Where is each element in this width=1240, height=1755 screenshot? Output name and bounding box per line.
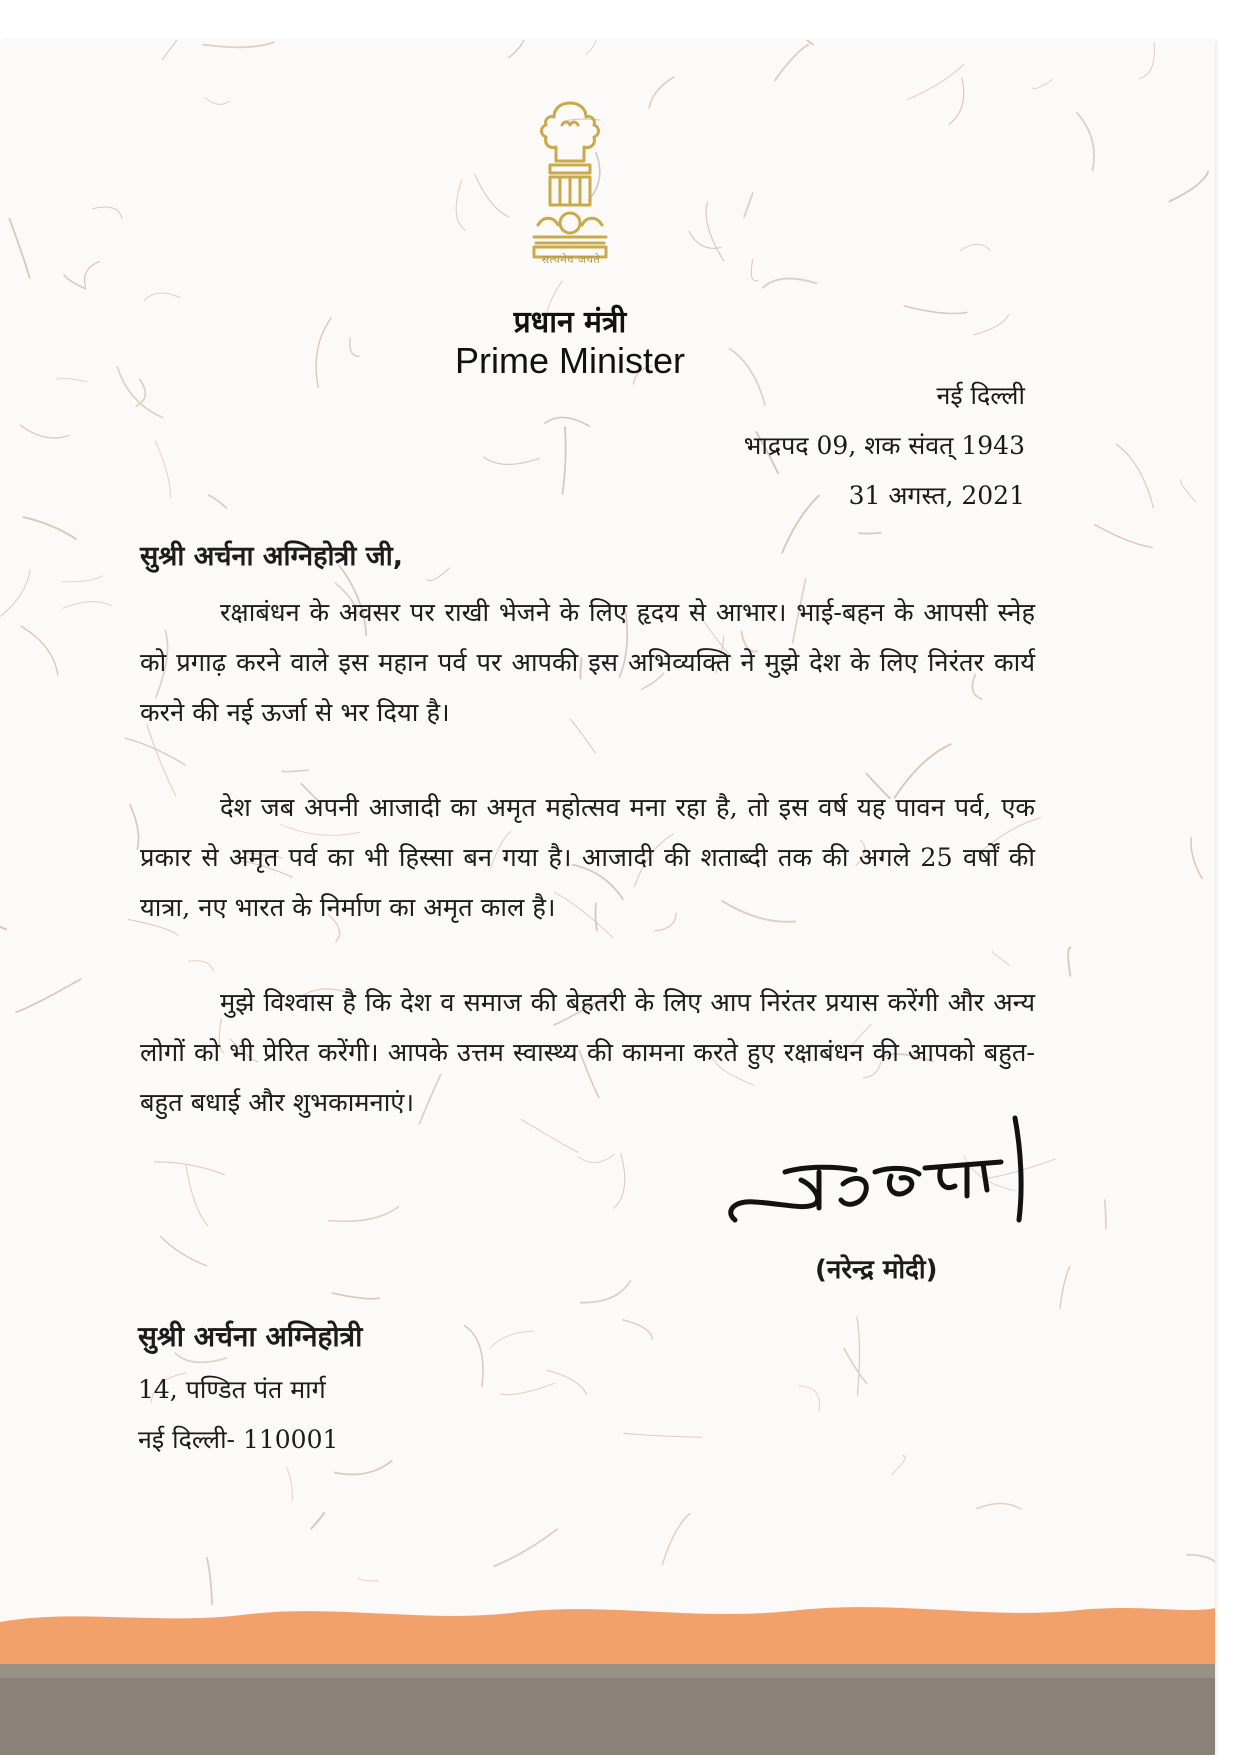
paper-fiber (85, 262, 100, 287)
paper-fiber (1032, 80, 1052, 89)
paper-fiber (23, 517, 76, 539)
paper-fiber (1187, 1555, 1215, 1568)
paper-fiber (475, 175, 509, 218)
paper-fiber (329, 1207, 399, 1222)
paper-fiber (64, 275, 86, 289)
body-paragraph-1: रक्षाबंधन के अवसर पर राखी भेजने के लिए हृदय से आभार। भाई-बहन के आपसी स्नेह को प्रगाढ़ करने वाले इस महान पर्व पर आपकी इस अभिव्यक्ति ने मुझे देश के लिए निरंतर कार्य करने की नई ऊर्जा से भर दिया है। (140, 598, 1035, 728)
paper-fiber (614, 1154, 625, 1209)
paper-fiber (10, 219, 30, 278)
emblem-motto: सत्यमेव जयते (541, 253, 601, 266)
paper-fiber (649, 77, 674, 108)
paper-fiber (1105, 1200, 1106, 1229)
paper-fiber (21, 626, 58, 675)
paper-fiber (1068, 947, 1070, 975)
paper-fiber (282, 770, 308, 771)
paper-fiber (908, 64, 964, 99)
paper-fiber (581, 1281, 631, 1303)
paper-fiber (20, 425, 69, 438)
paper-fiber (859, 533, 881, 534)
paper-fiber (186, 1164, 208, 1226)
paper-fiber (205, 98, 230, 105)
paper-fiber (203, 42, 274, 47)
paper-fiber (751, 260, 757, 281)
paper-fiber (1191, 838, 1202, 879)
handwritten-signature-icon (715, 1100, 1055, 1250)
paper-fiber (892, 1456, 906, 1475)
office-title-english: Prime Minister (454, 340, 686, 381)
paper-fiber (623, 1320, 652, 1339)
paper-fiber (63, 602, 111, 609)
paper-fiber (790, 40, 813, 45)
paper-fiber (500, 1383, 554, 1394)
recipient-address-line-2: नई दिल्ली- 110001 (138, 1425, 339, 1454)
paper-fiber (0, 880, 6, 930)
paper-fiber (189, 961, 213, 972)
paper-fiber (427, 568, 449, 581)
paper-fiber (992, 951, 1009, 965)
paper-fiber (332, 1293, 379, 1299)
decorative-bottom-band (0, 1600, 1215, 1755)
paper-fiber (547, 1370, 587, 1394)
paper-fiber (286, 1467, 292, 1501)
paper-fiber (782, 496, 819, 553)
paper-fiber (125, 738, 185, 765)
paper-fiber (155, 441, 170, 498)
paper-fiber (977, 1503, 1021, 1509)
paper-fiber (961, 244, 991, 250)
ashoka-emblem-icon (520, 95, 620, 275)
paper-fiber (775, 45, 808, 81)
paper-fiber (1095, 525, 1153, 548)
paper-fiber (209, 495, 227, 508)
dateline-gregorian-date: 31 अगस्त, 2021 (848, 481, 1025, 510)
paper-fiber (1, 570, 30, 616)
body-paragraph-2: देश जब अपनी आजादी का अमृत महोत्सव मना रहा है, तो इस वर्ष यह पावन पर्व, एक प्रकार से अमृत पर्व का भी हिस्सा बन गया है। आजादी की शताब्दी तक की अगले 25 वर्षों की यात्रा, नए भारत के निर्माण का अमृत काल है। (140, 793, 1035, 923)
paper-fiber (311, 1513, 324, 1529)
dateline-place: नई दिल्ली (936, 381, 1025, 410)
body-paragraph-3: मुझे विश्वास है कि देश व समाज की बेहतरी के लिए आप निरंतर प्रयास करेंगी और अन्य लोगों को भी प्रेरित करेंगी। आपके उत्तम स्वास्थ्य की कामना करते हुए रक्षाबंधन की आपको बहुत-बहुत बधाई और शुभकामनाएं। (140, 988, 1035, 1118)
paper-fiber (464, 1326, 483, 1387)
paper-fiber (706, 202, 724, 261)
paper-fiber (545, 417, 589, 426)
paper-fiber (335, 1461, 392, 1475)
paper-fiber (456, 179, 465, 230)
paper-fiber (763, 279, 816, 288)
paper-fiber (578, 1154, 614, 1163)
paper-fiber (161, 1237, 207, 1266)
paper-fiber (662, 1514, 690, 1565)
signatory-name: (नरेन्द्र मोदी) (815, 1255, 938, 1285)
paper-fiber (62, 576, 102, 582)
paper-fiber (484, 457, 539, 464)
paper-fiber (857, 1317, 860, 1395)
paper-fiber (155, 1162, 225, 1175)
paper-fiber (563, 427, 566, 494)
paper-fiber (586, 40, 600, 54)
paper-fiber (16, 979, 80, 1012)
paper-fiber (1117, 445, 1154, 508)
paper-fiber (358, 1578, 379, 1581)
paper-fiber (844, 1348, 867, 1383)
paper-fiber (509, 40, 531, 58)
paper-fiber (1181, 480, 1196, 502)
paper-fiber (130, 805, 139, 850)
paper-fiber (490, 1331, 534, 1349)
salutation: सुश्री अर्चना अग्निहोत्री जी, (140, 541, 404, 572)
paper-fiber (744, 193, 753, 217)
paper-fiber (949, 78, 964, 125)
paper-fiber (624, 1433, 702, 1437)
paper-fiber (494, 1529, 557, 1566)
paper-fiber (1060, 1266, 1070, 1308)
dateline-saka-date: भाद्रपद 09, शक संवत् 1943 (743, 431, 1025, 460)
paper-fiber (207, 1558, 212, 1604)
paper-fiber (93, 207, 122, 219)
grey-base-highlight (0, 1664, 1215, 1678)
paper-fiber (1169, 171, 1208, 201)
paper-fiber (1077, 113, 1094, 171)
paper-fiber (799, 1386, 820, 1412)
recipient-address-line-1: 14, पण्डित पंत मार्ग (138, 1375, 326, 1404)
paper-fiber (1139, 43, 1155, 79)
paper-fiber (163, 40, 207, 60)
recipient-name: सुश्री अर्चना अग्निहोत्री (138, 1320, 363, 1353)
office-title-hindi: प्रधान मंत्री (513, 305, 627, 340)
